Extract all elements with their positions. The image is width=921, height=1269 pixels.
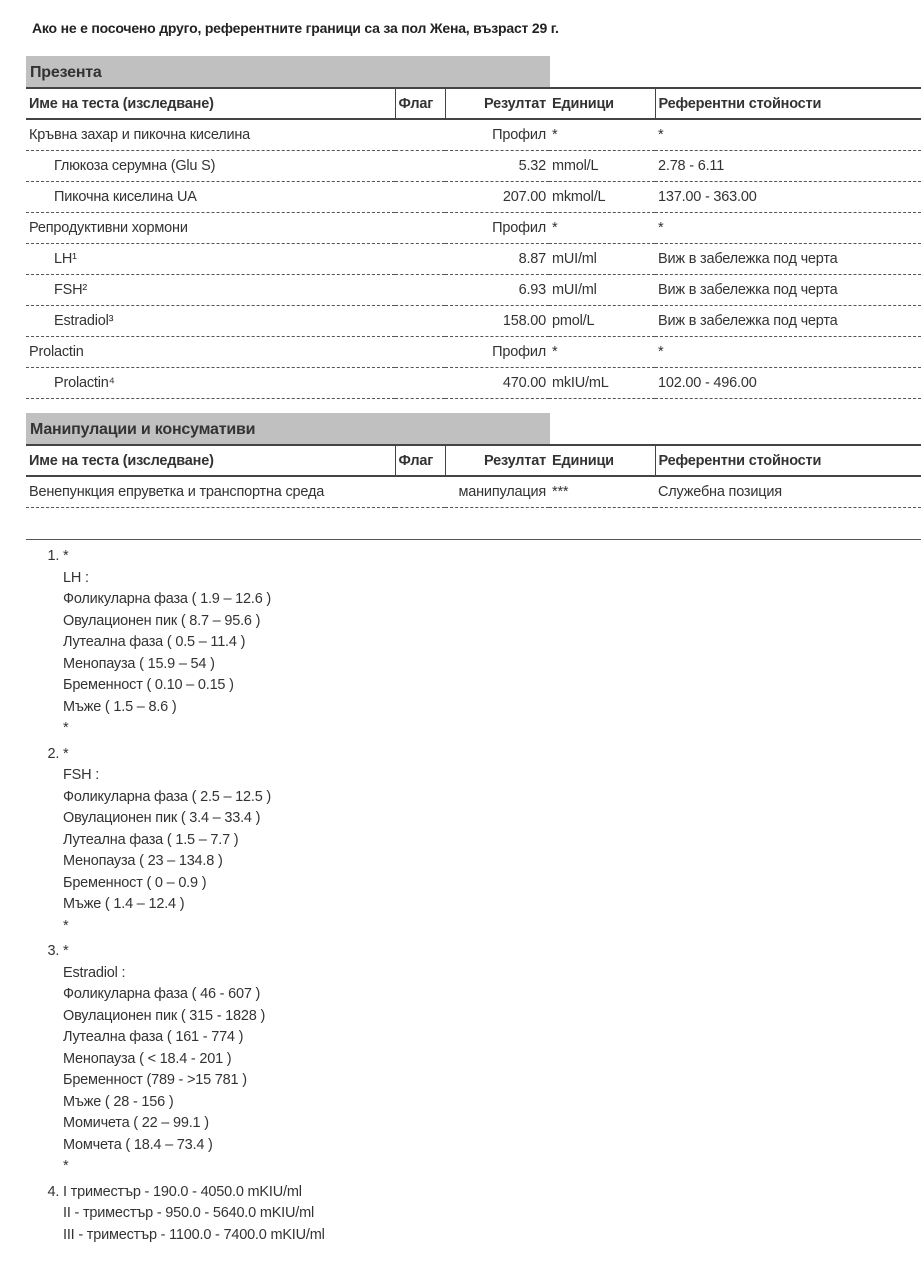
col-result: Резултат xyxy=(445,88,549,119)
result: 207.00 xyxy=(445,182,549,213)
footnote-line: Лутеална фаза ( 1.5 – 7.7 ) xyxy=(63,831,239,848)
flag xyxy=(395,151,445,182)
result: Профил xyxy=(445,213,549,244)
footnote-line: 1. * xyxy=(63,548,69,564)
col-name: Име на теста (изследване) xyxy=(26,88,395,119)
reference-range: Виж в забележка под черта xyxy=(655,275,921,306)
table-row xyxy=(26,476,921,508)
footnote-line: Фоликуларна фаза ( 2.5 – 12.5 ) xyxy=(63,788,272,805)
footnote-line: Менопауза ( 23 – 134.8 ) xyxy=(63,853,223,869)
units: mmol/L xyxy=(549,151,655,182)
footnote-line: Момчета ( 18.4 – 73.4 ) xyxy=(63,1136,213,1153)
footnote-line: 3. * xyxy=(63,943,69,959)
flag xyxy=(395,182,445,213)
result: 8.87 xyxy=(445,244,549,275)
reference-range: * xyxy=(655,119,921,151)
table-header xyxy=(26,88,921,119)
col-ref: Референтни стойности xyxy=(655,445,921,476)
table-row xyxy=(26,151,921,182)
footnote-line: Лутеална фаза ( 0.5 – 11.4 ) xyxy=(63,634,246,650)
table-row xyxy=(26,275,921,306)
section-title: Презента xyxy=(26,56,550,87)
flag xyxy=(395,337,445,368)
footnote-line: Фоликуларна фаза ( 1.9 – 12.6 ) xyxy=(63,591,272,607)
test-name: Prolactin⁴ xyxy=(26,368,395,399)
col-result: Резултат xyxy=(445,445,549,476)
footnote-line: Овулационен пик ( 3.4 – 33.4 ) xyxy=(63,810,261,826)
reference-range: Виж в забележка под черта xyxy=(655,306,921,337)
units: * xyxy=(549,337,655,368)
col-units: Единици xyxy=(549,88,655,119)
footnote-line: Овулационен пик ( 315 - 1828 ) xyxy=(63,1007,266,1024)
units: * xyxy=(549,213,655,244)
table-row xyxy=(26,368,921,399)
footnote-line: Бременност ( 0.10 – 0.15 ) xyxy=(63,677,234,693)
table-row xyxy=(26,244,921,275)
units: pmol/L xyxy=(549,306,655,337)
footnote-line: 4. I триместър - 190.0 - 4050.0 mKIU/ml xyxy=(63,1183,302,1200)
results-table xyxy=(26,444,921,508)
test-name: Estradiol³ xyxy=(26,306,395,337)
result: 6.93 xyxy=(445,275,549,306)
footnotes-list xyxy=(0,546,325,1250)
col-flag: Флаг xyxy=(395,445,445,476)
flag xyxy=(395,476,445,508)
footnote-line: Мъже ( 1.4 – 12.4 ) xyxy=(63,896,185,912)
test-name: LH¹ xyxy=(26,244,395,275)
units: mkmol/L xyxy=(549,182,655,213)
test-name: Венепункция епруветка и транспортна среда xyxy=(26,476,395,508)
footnote-line: Мъже ( 28 - 156 ) xyxy=(63,1093,174,1110)
flag xyxy=(395,244,445,275)
footnote xyxy=(63,546,325,740)
col-flag: Флаг xyxy=(395,88,445,119)
footnote-line: Estradiol : xyxy=(63,964,126,981)
footnote-line: FSH : xyxy=(63,767,100,783)
footnote-line: Мъже ( 1.5 – 8.6 ) xyxy=(63,698,177,715)
footnote-line: Менопауза ( 15.9 – 54 ) xyxy=(63,655,215,672)
result: 470.00 xyxy=(445,368,549,399)
footnote-line: Бременност ( 0 – 0.9 ) xyxy=(63,874,207,891)
footnote-line: Лутеална фаза ( 161 - 774 ) xyxy=(63,1029,244,1045)
units: mUI/ml xyxy=(549,275,655,306)
flag xyxy=(395,368,445,399)
table-row xyxy=(26,337,921,368)
footnote-line: LH : xyxy=(63,569,89,586)
units: mUI/ml xyxy=(549,244,655,275)
reference-range: 137.00 - 363.00 xyxy=(655,182,921,213)
results-section xyxy=(26,413,921,508)
section-title: Манипулации и консумативи xyxy=(26,413,550,444)
footnote-line: Овулационен пик ( 8.7 – 95.6 ) xyxy=(63,612,261,629)
footnote-line: II - триместър - 950.0 - 5640.0 mKIU/ml xyxy=(63,1205,315,1221)
col-ref: Референтни стойности xyxy=(655,88,921,119)
reference-range: Служебна позиция xyxy=(655,476,921,508)
units: mkIU/mL xyxy=(549,368,655,399)
test-name: Пикочна киселина UA xyxy=(26,182,395,213)
footnote-line: Бременност (789 - >15 781 ) xyxy=(63,1072,247,1088)
footnote-line: * xyxy=(63,917,69,934)
footnote-line: Фоликуларна фаза ( 46 - 607 ) xyxy=(63,986,261,1002)
footnote xyxy=(63,744,325,938)
units: *** xyxy=(549,476,655,508)
results-table xyxy=(26,87,921,399)
result: Профил xyxy=(445,119,549,151)
footnote-divider xyxy=(26,539,921,540)
test-name: Prolactin xyxy=(26,337,395,368)
table-row xyxy=(26,119,921,151)
units: * xyxy=(549,119,655,151)
test-name: Репродуктивни хормони xyxy=(26,213,395,244)
footnote-line: * xyxy=(63,1158,69,1174)
test-name: Кръвна захар и пикочна киселина xyxy=(26,119,395,151)
results-section xyxy=(26,56,921,399)
footnote xyxy=(63,1182,325,1247)
footnote-line: Момичета ( 22 – 99.1 ) xyxy=(63,1115,209,1131)
test-name: FSH² xyxy=(26,275,395,306)
test-name: Глюкоза серумна (Glu S) xyxy=(26,151,395,182)
col-name: Име на теста (изследване) xyxy=(26,445,395,476)
result: 5.32 xyxy=(445,151,549,182)
reference-range: * xyxy=(655,213,921,244)
reference-note: Ако не е посочено друго, референтните граници са за пол Жена, възраст 29 г. xyxy=(32,20,559,36)
table-header xyxy=(26,445,921,476)
result: Профил xyxy=(445,337,549,368)
footnote xyxy=(63,941,325,1178)
table-row xyxy=(26,213,921,244)
reference-range: * xyxy=(655,337,921,368)
footnote-line: III - триместър - 1100.0 - 7400.0 mKIU/ml xyxy=(63,1226,325,1243)
flag xyxy=(395,213,445,244)
reference-range: 2.78 - 6.11 xyxy=(655,151,921,182)
reference-range: Виж в забележка под черта xyxy=(655,244,921,275)
result: 158.00 xyxy=(445,306,549,337)
table-row xyxy=(26,182,921,213)
flag xyxy=(395,275,445,306)
flag xyxy=(395,306,445,337)
reference-range: 102.00 - 496.00 xyxy=(655,368,921,399)
result: манипулация xyxy=(445,476,549,508)
footnote-line: 2. * xyxy=(63,745,69,762)
table-row xyxy=(26,306,921,337)
col-units: Единици xyxy=(549,445,655,476)
footnote-line: Менопауза ( < 18.4 - 201 ) xyxy=(63,1050,232,1067)
footnote-line: * xyxy=(63,720,69,736)
flag xyxy=(395,119,445,151)
